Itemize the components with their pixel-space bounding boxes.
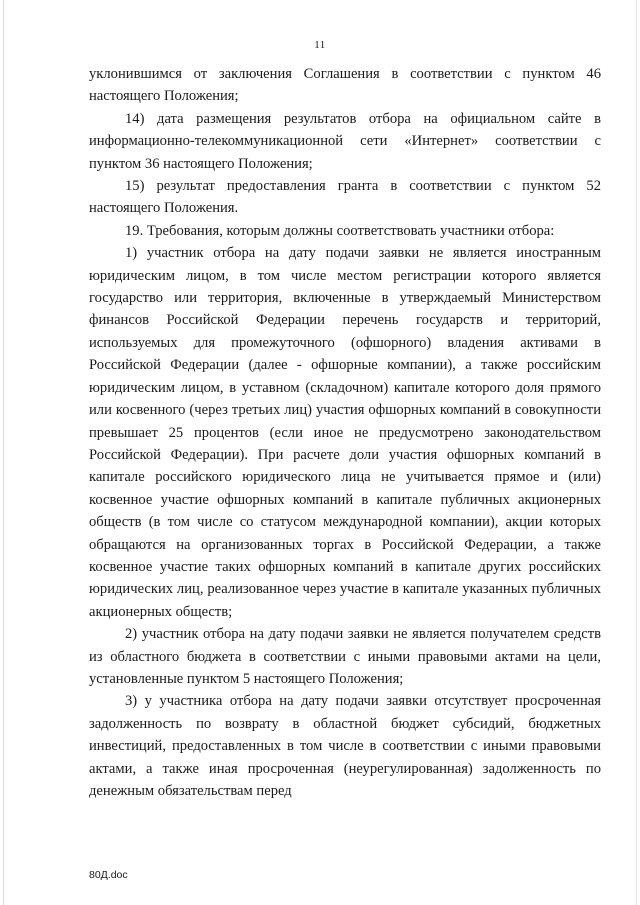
scan-edge-right	[636, 0, 637, 905]
paragraph-requirement-3: 3) у участника отбора на дату подачи заявки отсутствует просроченная задолженность по возврату в областной бюджет субсидий, бюджетных инвестиций, предоставленных в том числе в соответствии с иными правовыми актами, а также иная просроченная (неурегулированная) задолженность по денежным обязательствам перед	[89, 693, 601, 799]
paragraph-item-14: 14) дата размещения результатов отбора на официальном сайте в информационно-телекоммуникационной сети «Интернет» соответствии с пунктом 36 настоящего Положения;	[89, 110, 601, 172]
paragraph-requirement-2: 2) участник отбора на дату подачи заявки не является получателем средств из областного бюджета в соответствии с иными правовыми актами на цели, установленные пунктом 5 настоящего Положения;	[89, 626, 601, 687]
scan-edge-left	[3, 0, 4, 905]
file-reference: 80Д.doc	[89, 869, 128, 881]
paragraph-requirement-1: 1) участник отбора на дату подачи заявки не является иностранным юридическим лицом, в том числе местом регистрации которого является государство или территория, включенные в утверждаемый Министерством финансов Российской Федерации перечень государств и территорий, используемых для промежуточного (офшорного) владения активами в Российской Федерации (далее - офшорные компании), а также российским юридическим лицом, в уставном (складочном) капитале которого доля прямого или косвенного (через третьих лиц) участия офшорных компаний в совокупности превышает 25 процентов (если иное не предусмотрено законодательством Российской Федерации). При расчете доли участия офшорных компаний в капитале российского юридического лица не учитывается прямое и (или) косвенное участие офшорных компаний в капитале публичных акционерных обществ (в том числе со статусом международной компании), акции которых обращаются на организованных торгах в Российской Федерации, а также косвенное участие таких офшорных компаний в капитале других российских юридических лиц, реализованное через участие в капитале указанных публичных акционерных обществ;	[89, 245, 601, 620]
page-number: 11	[314, 39, 326, 51]
document-body	[89, 63, 601, 802]
paragraph-item-15: 15) результат предоставления гранта в соответствии с пунктом 52 настоящего Положения.	[89, 178, 601, 217]
paragraph-section-19: 19. Требования, которым должны соответствовать участники отбора:	[125, 222, 555, 239]
paragraph-continuation: уклонившимся от заключения Соглашения в соответствии с пунктом 46 настоящего Положения;	[89, 66, 601, 105]
